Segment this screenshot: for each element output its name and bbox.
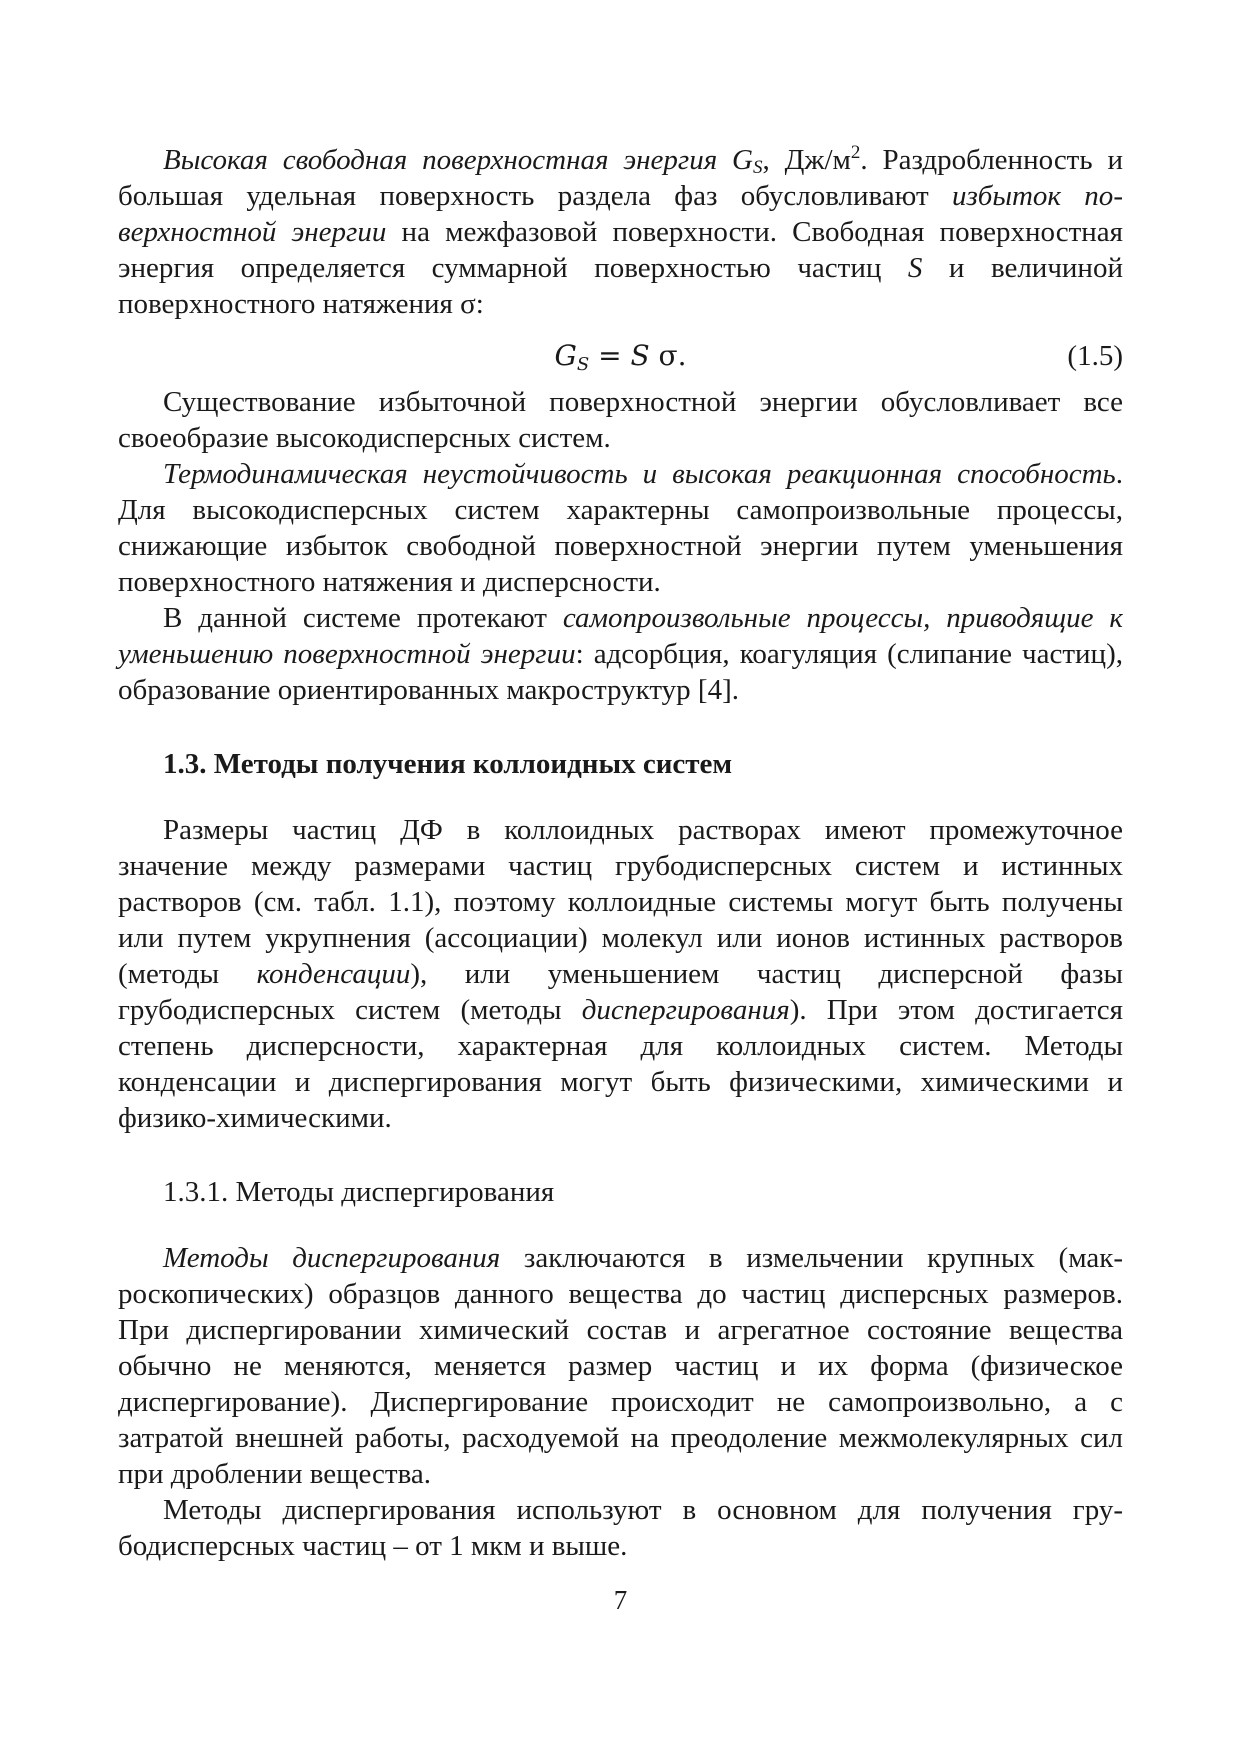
term-spontaneous-processes: самопроизвольные процессы, приводящие к уменьшению поверхностной энергии: [118, 602, 1123, 670]
formula-1-5: [118, 332, 1123, 378]
subsection-heading: 1.3.1. Методы диспергирования: [163, 1176, 555, 1208]
paragraph-instability: Термодинамическая неустойчивость и высокая реакционная способность. Для высокодисперсных систем характерны самопроизвольные процессы, снижающие избыток свободной поверхностной энергии путем уменьшения поверхностного натяжения и дисперсности.: [118, 458, 1123, 598]
term-dispersion-methods: Методы диспергирования: [163, 1242, 501, 1274]
paragraph-particle-sizes: Размеры частиц ДФ в коллоидных растворах имеют промежуточное значение между размерами частиц грубодисперсных систем и истинных растворов (см. табл. 1.1), поэтому коллоидные системы могут быть получены или путем укрупнения (ассоциации) молекул или ионов истинных растворов (методы конденсации), или уменьшением частиц дисперсной фазы грубодисперсных систем (методы диспергирования). При этом достигается степень дисперсности, характерная для коллоидных систем. Методы конденсации и диспергирования могут быть физическими, химическими и физико-химическими.: [118, 814, 1124, 1134]
paragraph-surface-energy: Высокая свободная поверхностная энергия $G_S$, $Дж/м^2$. Раздробленность и большая удельная поверхность раздела фаз обусловливают избыток поверхностной энергии на межфазовой поверхности. Свободная поверхностная энергия определяется суммарной поверхностью частиц S и величиной поверхностного натяжения σ:: [118, 142, 1123, 320]
page-number: 7: [613, 1585, 628, 1615]
term-surface-energy: Высокая свободная поверхностная энергия $G_S$: [163, 144, 763, 178]
term-excess-energy: избыток поверхностной энергии: [118, 180, 1123, 248]
term-instability: Термодинамическая неустойчивость и высокая реакционная способность: [163, 458, 1116, 490]
paragraph-excess-energy: Существование избыточной поверхностной энергии обусловливает все своеобразие высокодисперсных систем.: [118, 386, 1123, 454]
paragraph-dispersion-methods: Методы диспергирования заключаются в измельчении крупных (макроскопических) образцов данного вещества до частиц дисперсных размеров. При диспергировании химический состав и агрегатное состояние вещества обычно не меняются, меняется размер частиц и их форма (физическое диспергирование). Диспергирование происходит не самопроизвольно, а с затратой внешней работы, расходуемой на преодоление межмолекулярных сил при дроблении вещества.: [118, 1242, 1123, 1490]
page-content: [118, 142, 1123, 1564]
term-condensation: конденсации: [256, 958, 411, 990]
paragraph-coarse-particles: Методы диспергирования используют в основном для получения грубодисперсных частиц – от 1 мкм и выше.: [118, 1494, 1123, 1562]
term-dispersion: диспергирования: [581, 994, 790, 1026]
formula-expression: $G_S = S$ σ.: [554, 339, 687, 375]
formula-number: (1.5): [1067, 340, 1123, 372]
paragraph-spontaneous-processes: В данной системе протекают самопроизвольные процессы, приводящие к уменьшению поверхностной энергии: адсорбция, коагуляция (слипание частиц), образование ориентированных макроструктур [4].: [118, 602, 1123, 706]
section-heading: 1.3. Методы получения коллоидных систем: [163, 748, 733, 780]
